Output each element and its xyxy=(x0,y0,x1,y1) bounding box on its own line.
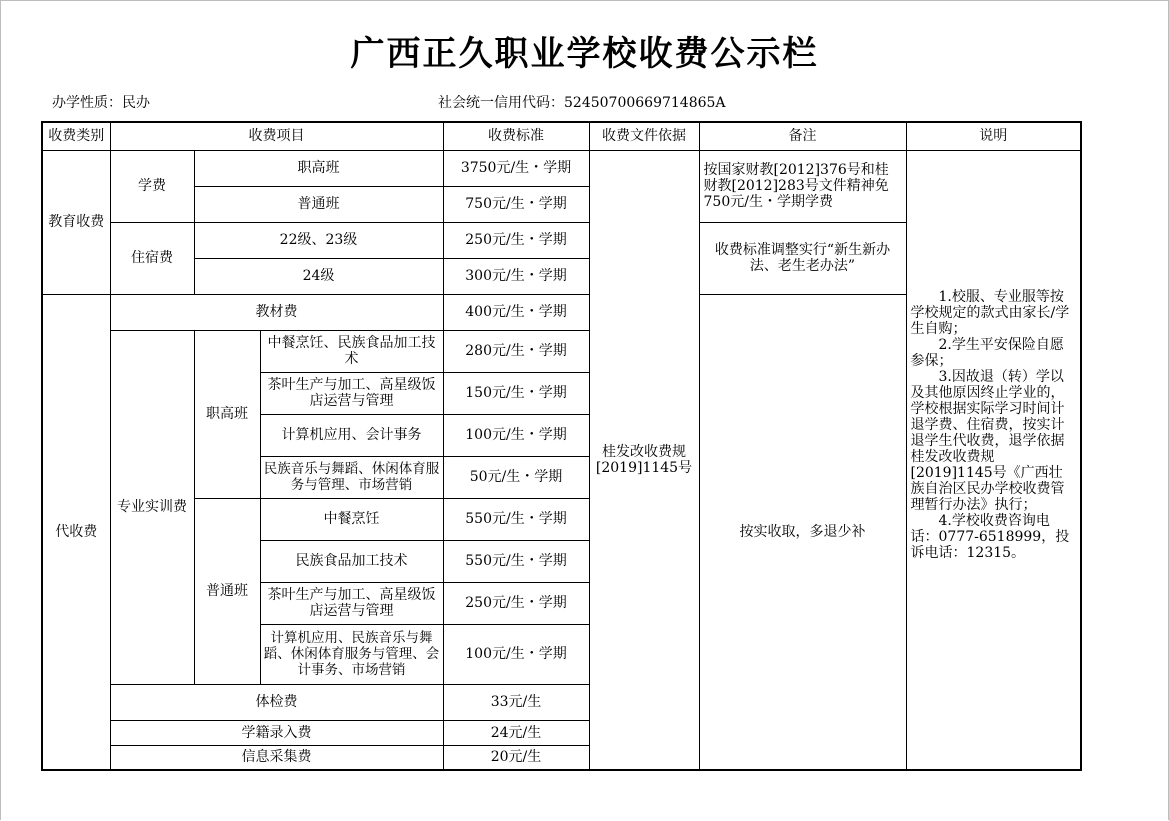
fee-standard: 250元/生・学期 xyxy=(443,222,589,258)
tuition-item: 职高班 xyxy=(194,150,443,186)
lodging-item: 22级、23级 xyxy=(194,222,443,258)
tuition-item: 普通班 xyxy=(194,186,443,222)
fee-standard: 550元/生・学期 xyxy=(443,540,589,582)
page-title: 广西正久职业学校收费公示栏 xyxy=(350,34,819,74)
header-category: 收费类别 xyxy=(42,122,110,150)
physical-item: 体检费 xyxy=(110,684,443,720)
fee-standard: 100元/生・学期 xyxy=(443,414,589,456)
fee-standard: 300元/生・学期 xyxy=(443,258,589,294)
header-basis: 收费文件依据 xyxy=(589,122,699,150)
category-education: 教育收费 xyxy=(42,150,110,294)
header-row xyxy=(42,122,1081,150)
school-nature: 办学性质：民办 xyxy=(52,95,150,111)
training-item: 茶叶生产与加工、高星级饭店运营与管理 xyxy=(260,372,443,414)
info-item: 信息采集费 xyxy=(110,745,443,770)
fee-table xyxy=(41,121,1082,771)
explanation-line: 3.因故退（转）学以及其他原因终止学业的，学校根据实际学习时间计退学费、住宿费，按实计退学生代收费，退学依据桂发改收费规[2019]1145号《广西壮族自治区民办学校收费管理暂行办法》执行； xyxy=(910,368,1065,513)
fee-standard: 20元/生 xyxy=(443,745,589,770)
explanation-line: 4.学校收费咨询电话：0777-6518999，投诉电话：12315。 xyxy=(910,512,1070,561)
table-row xyxy=(42,150,1081,186)
header-explain: 说明 xyxy=(906,122,1081,150)
fee-standard: 250元/生・学期 xyxy=(443,582,589,624)
fee-standard: 100元/生・学期 xyxy=(443,624,589,684)
training-item: 民族食品加工技术 xyxy=(260,540,443,582)
fee-standard: 3750元/生・学期 xyxy=(443,150,589,186)
vocational-label: 职高班 xyxy=(194,330,260,498)
training-item: 计算机应用、民族音乐与舞蹈、休闲体育服务与管理、会计事务、市场营销 xyxy=(260,624,443,684)
fee-standard: 50元/生・学期 xyxy=(443,456,589,498)
textbook-item: 教材费 xyxy=(110,294,443,330)
fee-standard: 550元/生・学期 xyxy=(443,498,589,540)
category-agency: 代收费 xyxy=(42,294,110,770)
general-label: 普通班 xyxy=(194,498,260,684)
training-item: 茶叶生产与加工、高星级饭店运营与管理 xyxy=(260,582,443,624)
registration-item: 学籍录入费 xyxy=(110,720,443,745)
tuition-remark: 按国家财教[2012]376号和桂财教[2012]283号文件精神免750元/生・学期学费 xyxy=(699,150,906,222)
training-item: 中餐烹饪、民族食品加工技术 xyxy=(260,330,443,372)
header-remark: 备注 xyxy=(699,122,906,150)
credit-code: 社会统一信用代码：52450700669714865A xyxy=(438,95,726,111)
fee-standard: 280元/生・学期 xyxy=(443,330,589,372)
fee-standard: 400元/生・学期 xyxy=(443,294,589,330)
training-label: 专业实训费 xyxy=(110,330,194,684)
lodging-item: 24级 xyxy=(194,258,443,294)
agency-remark: 按实收取，多退少补 xyxy=(699,294,906,770)
fee-standard: 750元/生・学期 xyxy=(443,186,589,222)
training-item: 民族音乐与舞蹈、休闲体育服务与管理、市场营销 xyxy=(260,456,443,498)
explanation-line: 2.学生平安保险自愿参保； xyxy=(910,336,1064,369)
lodging-remark: 收费标准调整实行“新生新办法、老生老办法” xyxy=(699,222,906,294)
header-item: 收费项目 xyxy=(110,122,443,150)
fee-standard: 24元/生 xyxy=(443,720,589,745)
explanation-line: 1.校服、专业服等按学校规定的款式由家长/学生自购； xyxy=(910,288,1070,337)
fee-standard: 33元/生 xyxy=(443,684,589,720)
explanation-cell xyxy=(906,150,1081,770)
training-item: 计算机应用、会计事务 xyxy=(260,414,443,456)
header-standard: 收费标准 xyxy=(443,122,589,150)
basis-cell: 桂发改收费规[2019]1145号 xyxy=(589,150,699,770)
tuition-label: 学费 xyxy=(110,150,194,222)
training-item: 中餐烹饪 xyxy=(260,498,443,540)
fee-standard: 150元/生・学期 xyxy=(443,372,589,414)
lodging-label: 住宿费 xyxy=(110,222,194,294)
